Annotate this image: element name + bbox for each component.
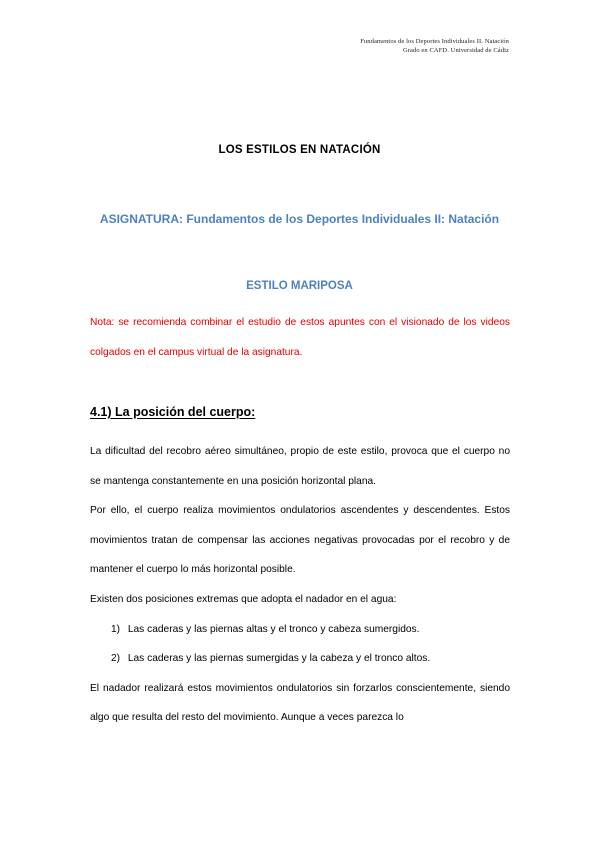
style-title: ESTILO MARIPOSA [246, 280, 353, 292]
paragraph-conscious-movement: El nadador realizará estos movimientos ondulatorios sin forzarlos conscientemente, siendo algo que resulta del resto del movimiento. Aunque a veces parezca lo [90, 682, 510, 724]
study-note: Nota: se recomienda combinar el estudio de estos apuntes con el visionado de los videos colgados en el campus virtual de la asignatura. [90, 317, 510, 358]
list-item-number: 1) [111, 623, 121, 635]
list-item-number: 2) [111, 653, 121, 665]
list-item-text: Las caderas y las piernas altas y el tronco y cabeza sumergidos. [127, 623, 420, 635]
list-item [90, 615, 510, 645]
list-item [90, 644, 510, 674]
paragraph-undulation: Por ello, el cuerpo realiza movimientos ondulatorios ascendentes y descendentes. Estos movimientos tratan de compensar las acciones negativas provocadas por el recobro y de mantener el cuerpo lo más horizontal posible. [90, 505, 510, 576]
paragraph-difficulty: La dificultad del recobro aéreo simultáneo, propio de este estilo, provoca que el cuerpo no se mantenga constantemente en una posición horizontal plana. [90, 446, 510, 487]
section-heading: 4.1) La posición del cuerpo: [90, 405, 256, 419]
header-line-course: Fundamentos de los Deportes Individuales II. Natación [360, 38, 509, 45]
section-body [90, 437, 510, 733]
header-line-university: Grado en CAFD. Universidad de Cádiz [402, 47, 509, 54]
document-title: LOS ESTILOS EN NATACIÓN [218, 144, 381, 156]
page-header [360, 37, 509, 55]
list-item-text: Las caderas y las piernas sumergidas y la cabeza y el tronco altos. [127, 653, 431, 665]
subject-heading: ASIGNATURA: Fundamentos de los Deportes Individuales II: Natación [99, 212, 500, 226]
paragraph-positions-intro: Existen dos posiciones extremas que adopta el nadador en el agua: [90, 593, 397, 605]
